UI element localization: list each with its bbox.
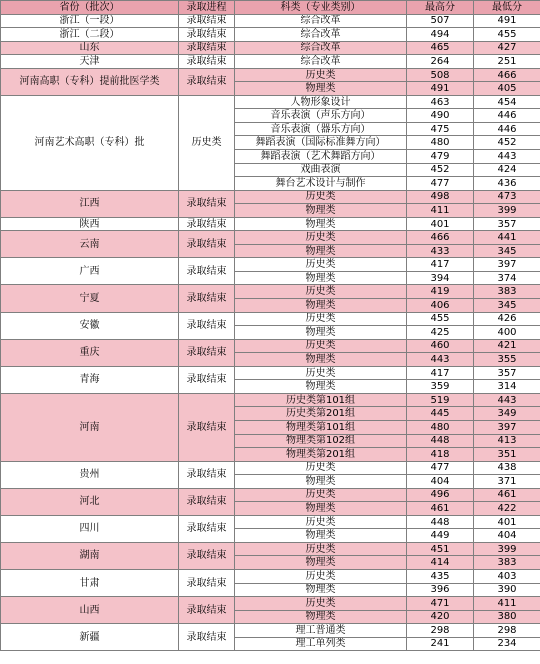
min-score-cell: 234: [474, 637, 540, 651]
province-cell: 浙江（二段）: [1, 28, 179, 42]
min-score-cell: 452: [474, 136, 540, 150]
category-cell: 物理类: [235, 271, 407, 285]
category-cell: 综合改革: [235, 55, 407, 69]
max-score-cell: 419: [407, 285, 474, 299]
category-cell: 物理类: [235, 244, 407, 258]
major-cell: 舞蹈表演（艺术舞蹈方向）: [235, 150, 407, 164]
category-cell: 物理类: [235, 502, 407, 516]
province-cell: 四川: [1, 515, 179, 542]
table-row: [1, 461, 540, 475]
category-cell: 历史类第201组: [235, 407, 407, 421]
min-score-cell: 399: [474, 542, 540, 556]
province-cell: 宁夏: [1, 285, 179, 312]
table-row: [1, 55, 540, 69]
table-row: [1, 41, 540, 55]
category-cell: 物理类: [235, 475, 407, 489]
min-score-cell: 251: [474, 55, 540, 69]
header-row: [1, 1, 540, 15]
category-cell: 历史类: [235, 515, 407, 529]
province-cell: 河北: [1, 488, 179, 515]
min-score-cell: 351: [474, 448, 540, 462]
max-score-cell: 455: [407, 312, 474, 326]
max-score-cell: 494: [407, 28, 474, 42]
table-row: [1, 285, 540, 299]
max-score-cell: 417: [407, 366, 474, 380]
min-score-cell: 380: [474, 610, 540, 624]
min-score-cell: 345: [474, 299, 540, 313]
status-cell: 录取结束: [179, 258, 235, 285]
category-cell: 物理类: [235, 204, 407, 218]
max-score-cell: 359: [407, 380, 474, 394]
category-cell: 历史类: [235, 231, 407, 245]
max-score-cell: 508: [407, 68, 474, 82]
major-cell: 音乐表演（器乐方向）: [235, 122, 407, 136]
max-score-cell: 401: [407, 217, 474, 231]
table-row: [1, 231, 540, 245]
table-row: [1, 95, 540, 109]
min-score-cell: 374: [474, 271, 540, 285]
table-row: [1, 312, 540, 326]
category-cell: 物理类: [235, 556, 407, 570]
min-score-cell: 403: [474, 569, 540, 583]
category-cell: 历史类: [235, 461, 407, 475]
min-score-cell: 345: [474, 244, 540, 258]
max-score-cell: 498: [407, 190, 474, 204]
category-cell: 历史类: [235, 68, 407, 82]
min-score-cell: 438: [474, 461, 540, 475]
max-score-cell: 466: [407, 231, 474, 245]
status-cell: 录取结束: [179, 68, 235, 95]
max-score-cell: 480: [407, 420, 474, 434]
min-score-cell: 404: [474, 529, 540, 543]
max-score-cell: 452: [407, 163, 474, 177]
category-cell: 物理类: [235, 353, 407, 367]
status-cell: 录取结束: [179, 312, 235, 339]
category-cell: 历史类: [235, 312, 407, 326]
province-cell: 浙江（一段）: [1, 14, 179, 28]
major-cell: 人物形象设计: [235, 95, 407, 109]
status-cell: 录取结束: [179, 393, 235, 461]
max-score-cell: 449: [407, 529, 474, 543]
status-cell: 录取结束: [179, 515, 235, 542]
max-score-cell: 406: [407, 299, 474, 313]
min-score-cell: 397: [474, 420, 540, 434]
category-cell: 历史类: [235, 569, 407, 583]
status-cell: 录取结束: [179, 488, 235, 515]
table-row: [1, 366, 540, 380]
major-cell: 戏曲表演: [235, 163, 407, 177]
category-cell: 历史类: [235, 597, 407, 611]
status-cell: 录取结束: [179, 41, 235, 55]
major-cell: 音乐表演（声乐方向）: [235, 109, 407, 123]
max-score-cell: 480: [407, 136, 474, 150]
table-row: [1, 569, 540, 583]
min-score-cell: 314: [474, 380, 540, 394]
min-score-cell: 473: [474, 190, 540, 204]
min-score-cell: 491: [474, 14, 540, 28]
max-score-cell: 435: [407, 569, 474, 583]
min-score-cell: 401: [474, 515, 540, 529]
table-row: [1, 393, 540, 407]
table-row: [1, 542, 540, 556]
max-score-cell: 477: [407, 177, 474, 191]
status-cell: 录取结束: [179, 542, 235, 569]
category-cell: 综合改革: [235, 14, 407, 28]
province-cell: 云南: [1, 231, 179, 258]
status-cell: 录取结束: [179, 217, 235, 231]
status-cell: 录取结束: [179, 28, 235, 42]
category-cell: 物理类: [235, 529, 407, 543]
status-cell: 录取结束: [179, 190, 235, 217]
table-row: [1, 68, 540, 82]
min-score-cell: 443: [474, 150, 540, 164]
status-cell: 录取结束: [179, 285, 235, 312]
category-cell: 历史类: [235, 542, 407, 556]
status-cell: 录取结束: [179, 569, 235, 596]
min-score-cell: 441: [474, 231, 540, 245]
min-score-cell: 421: [474, 339, 540, 353]
category-cell: 历史类第101组: [235, 393, 407, 407]
max-score-cell: 420: [407, 610, 474, 624]
major-cell: 舞蹈表演（国际标准舞方向）: [235, 136, 407, 150]
max-score-cell: 445: [407, 407, 474, 421]
category-cell: 物理类: [235, 82, 407, 96]
min-score-cell: 436: [474, 177, 540, 191]
header-province: 省份（批次）: [1, 1, 179, 15]
min-score-cell: 455: [474, 28, 540, 42]
category-cell: 历史类: [235, 339, 407, 353]
province-cell: 河南艺术高职（专科）批: [1, 95, 179, 190]
min-score-cell: 357: [474, 366, 540, 380]
max-score-cell: 404: [407, 475, 474, 489]
table-row: [1, 339, 540, 353]
header-max-score: 最高分: [407, 1, 474, 15]
status-cell: 录取结束: [179, 366, 235, 393]
max-score-cell: 477: [407, 461, 474, 475]
category-cell: 理工普通类: [235, 624, 407, 638]
min-score-cell: 405: [474, 82, 540, 96]
category-cell: 综合改革: [235, 41, 407, 55]
province-cell: 山东: [1, 41, 179, 55]
max-score-cell: 264: [407, 55, 474, 69]
min-score-cell: 390: [474, 583, 540, 597]
table-row: [1, 597, 540, 611]
status-cell: 录取结束: [179, 339, 235, 366]
major-cell: 舞台艺术设计与制作: [235, 177, 407, 191]
category-cell: 历史类: [235, 366, 407, 380]
min-score-cell: 413: [474, 434, 540, 448]
max-score-cell: 396: [407, 583, 474, 597]
max-score-cell: 448: [407, 434, 474, 448]
min-score-cell: 446: [474, 109, 540, 123]
province-cell: 山西: [1, 597, 179, 624]
category-cell: 历史类: [235, 258, 407, 272]
min-score-cell: 355: [474, 353, 540, 367]
category-cell: 物理类: [235, 326, 407, 340]
header-min-score: 最低分: [474, 1, 540, 15]
max-score-cell: 475: [407, 122, 474, 136]
min-score-cell: 443: [474, 393, 540, 407]
max-score-cell: 418: [407, 448, 474, 462]
header-status: 录取进程: [179, 1, 235, 15]
category-cell: 物理类第102组: [235, 434, 407, 448]
province-cell: 新疆: [1, 624, 179, 651]
min-score-cell: 446: [474, 122, 540, 136]
max-score-cell: 241: [407, 637, 474, 651]
max-score-cell: 465: [407, 41, 474, 55]
province-cell: 安徽: [1, 312, 179, 339]
max-score-cell: 519: [407, 393, 474, 407]
max-score-cell: 491: [407, 82, 474, 96]
min-score-cell: 466: [474, 68, 540, 82]
category-cell: 历史类: [235, 190, 407, 204]
max-score-cell: 461: [407, 502, 474, 516]
province-cell: 江西: [1, 190, 179, 217]
min-score-cell: 371: [474, 475, 540, 489]
min-score-cell: 357: [474, 217, 540, 231]
category-cell: 物理类第101组: [235, 420, 407, 434]
category-cell: 物理类: [235, 217, 407, 231]
category-cell: 物理类: [235, 380, 407, 394]
min-score-cell: 397: [474, 258, 540, 272]
min-score-cell: 454: [474, 95, 540, 109]
province-cell: 湖南: [1, 542, 179, 569]
max-score-cell: 479: [407, 150, 474, 164]
min-score-cell: 399: [474, 204, 540, 218]
min-score-cell: 461: [474, 488, 540, 502]
max-score-cell: 463: [407, 95, 474, 109]
category-cell: 物理类: [235, 583, 407, 597]
table-row: [1, 217, 540, 231]
min-score-cell: 426: [474, 312, 540, 326]
category-cell: 历史类: [235, 488, 407, 502]
province-cell: 青海: [1, 366, 179, 393]
table-row: [1, 14, 540, 28]
max-score-cell: 433: [407, 244, 474, 258]
min-score-cell: 424: [474, 163, 540, 177]
province-cell: 河南: [1, 393, 179, 461]
max-score-cell: 298: [407, 624, 474, 638]
min-score-cell: 383: [474, 285, 540, 299]
table-row: [1, 190, 540, 204]
max-score-cell: 496: [407, 488, 474, 502]
max-score-cell: 448: [407, 515, 474, 529]
province-cell: 河南高职（专科）提前批医学类: [1, 68, 179, 95]
max-score-cell: 414: [407, 556, 474, 570]
min-score-cell: 411: [474, 597, 540, 611]
status-cell: 录取结束: [179, 624, 235, 651]
header-category: 科类（专业类别）: [235, 1, 407, 15]
max-score-cell: 425: [407, 326, 474, 340]
status-cell: 录取结束: [179, 14, 235, 28]
min-score-cell: 400: [474, 326, 540, 340]
min-score-cell: 298: [474, 624, 540, 638]
min-score-cell: 422: [474, 502, 540, 516]
province-cell: 贵州: [1, 461, 179, 488]
category-cell: 综合改革: [235, 28, 407, 42]
category-cell: 历史类: [179, 95, 235, 190]
table-row: [1, 624, 540, 638]
min-score-cell: 427: [474, 41, 540, 55]
status-cell: 录取结束: [179, 461, 235, 488]
status-cell: 录取结束: [179, 231, 235, 258]
min-score-cell: 349: [474, 407, 540, 421]
category-cell: 物理类第201组: [235, 448, 407, 462]
category-cell: 物理类: [235, 299, 407, 313]
max-score-cell: 507: [407, 14, 474, 28]
table-row: [1, 488, 540, 502]
category-cell: 物理类: [235, 610, 407, 624]
min-score-cell: 383: [474, 556, 540, 570]
max-score-cell: 490: [407, 109, 474, 123]
max-score-cell: 394: [407, 271, 474, 285]
province-cell: 广西: [1, 258, 179, 285]
table-row: [1, 515, 540, 529]
max-score-cell: 460: [407, 339, 474, 353]
province-cell: 重庆: [1, 339, 179, 366]
max-score-cell: 443: [407, 353, 474, 367]
category-cell: 理工单列类: [235, 637, 407, 651]
max-score-cell: 417: [407, 258, 474, 272]
max-score-cell: 411: [407, 204, 474, 218]
status-cell: 录取结束: [179, 55, 235, 69]
max-score-cell: 471: [407, 597, 474, 611]
table-row: [1, 28, 540, 42]
province-cell: 陕西: [1, 217, 179, 231]
status-cell: 录取结束: [179, 597, 235, 624]
max-score-cell: 451: [407, 542, 474, 556]
table-row: [1, 258, 540, 272]
province-cell: 甘肃: [1, 569, 179, 596]
category-cell: 历史类: [235, 285, 407, 299]
province-cell: 天津: [1, 55, 179, 69]
